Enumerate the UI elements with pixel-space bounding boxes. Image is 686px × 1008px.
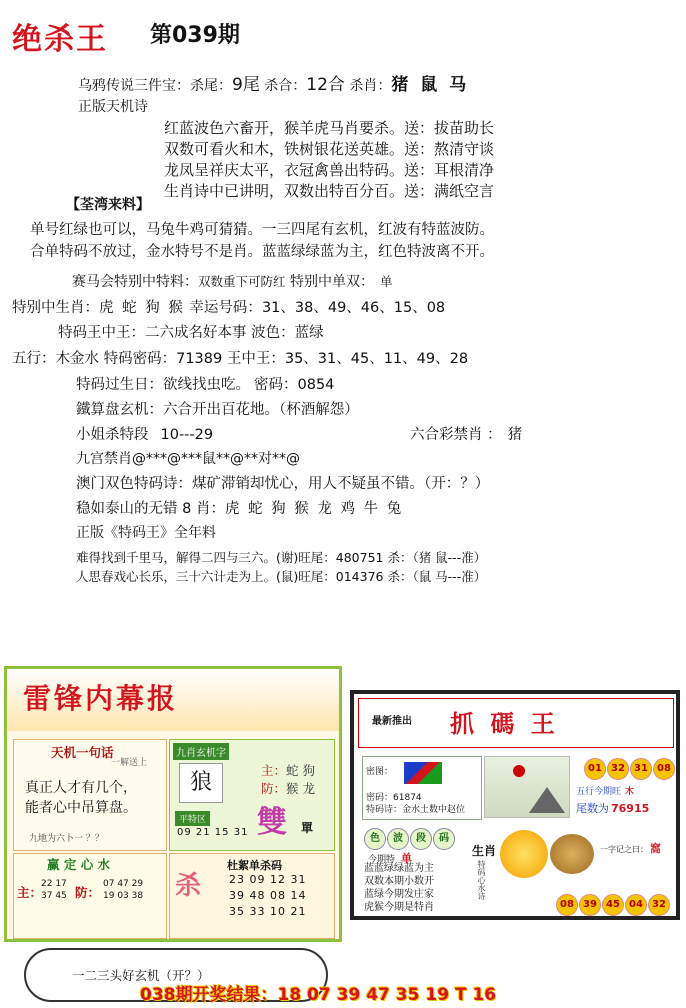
ball: 08 [556, 894, 578, 916]
wuxing-value-z: 木 [625, 787, 635, 797]
weishu-row [576, 800, 649, 816]
tmw-row [58, 321, 324, 342]
wuxing-label-z: 五行今期旺 [576, 787, 622, 797]
zhuama-promo: 最新推出 [372, 716, 412, 727]
animal-image [550, 834, 594, 874]
poem-line: 生肖诗中已讲明，双数出特百分百。送：满纸空言 [164, 182, 495, 200]
mini-line: 九地为六卜一 ？？ [29, 834, 104, 844]
saima-label: 赛马会特别中特料： [72, 274, 198, 290]
dan-char: 單 [301, 821, 314, 835]
birthday-value: 欲线找虫吃。 [163, 377, 250, 393]
mima-value: 71389 [176, 351, 223, 367]
verse-line: 蓝蓝绿绿蓝为主 [364, 863, 434, 874]
mima-image [404, 762, 442, 784]
ban-label: 六合彩禁肖 ： [410, 427, 502, 443]
tmshi-value: 金水土数中赵位 [402, 805, 466, 815]
saying-1: 真正人才有几个， [25, 780, 137, 796]
wuxing-value: 木金水 [55, 351, 99, 367]
wuxing-label: 五行： [12, 351, 56, 367]
shengxiao-z: 生肖 [472, 844, 497, 858]
tmshi-label: 特码诗： [366, 805, 403, 815]
saima-value: 双数重下可防红 [198, 274, 286, 289]
macau-value: 煤矿滞销却忧心，用人不疑虽不错。（开：？） [192, 476, 490, 492]
xiao-label: 杀肖： [344, 78, 392, 94]
saying-2: 能者心中吊算盘。 [25, 800, 137, 816]
char-ball: 段 [410, 828, 432, 850]
lucky-value: 31、38、49、46、15、08 [261, 300, 446, 316]
crow-legend-line [78, 70, 469, 95]
small-line-2: 人思春戏心长乐，三十六计走为上。(鼠)旺尾：014376 杀：（鼠 马---准） [76, 569, 487, 584]
poem-title: 正版天机诗 [78, 99, 148, 115]
ban-row [410, 423, 522, 444]
verse-line: 双数本期小数开 [364, 876, 434, 887]
birthday-label: 特码过生日： [76, 377, 163, 393]
ball: 32 [607, 758, 629, 780]
yiju-label: 一字记之曰： [600, 845, 648, 854]
kill-tail: 9尾 [232, 75, 260, 95]
wuxing-row-z [576, 784, 634, 797]
saima-row [72, 271, 392, 291]
ball: 01 [584, 758, 606, 780]
cloud-text: 一二三头好玄机（开？） [72, 968, 210, 983]
miss-row [76, 423, 213, 444]
rider-icon [513, 765, 525, 777]
zhu2-label: 主： [17, 885, 43, 900]
taiwan-title: 【荃湾来料】 [66, 197, 150, 213]
tmx-label: 特码心水诗 [477, 860, 486, 900]
macau-label: 澳门双色特码诗： [76, 476, 192, 492]
bose-value: 蓝绿 [294, 325, 324, 341]
zhuama-panel [350, 690, 680, 920]
birthday-row [76, 373, 334, 394]
fang-label: 防： [261, 781, 287, 796]
shengxiao-label: 特别中生肖： [12, 300, 99, 316]
miss-value: 10---29 [160, 427, 214, 443]
char-ball: 码 [433, 828, 455, 850]
fang-value: 猴 龙 [286, 781, 315, 796]
zhu-row [261, 761, 315, 779]
balls-bottom [556, 892, 671, 916]
tmw-label: 特码王中王： [58, 325, 145, 341]
heji-label: 杀合： [259, 78, 307, 94]
draw-result: 038期开奖结果：18 07 39 47 35 19 T 16 [140, 985, 497, 1005]
fullyear-row: 正版《特码王》全年料 [76, 525, 216, 541]
wzw-value: 35、31、45、11、49、28 [284, 351, 469, 367]
taishan-row [76, 497, 403, 518]
brand-title: 绝杀王 [12, 22, 108, 57]
small-line-1: 难得找到千里马，解得二四与三六。(谢)旺尾：480751 杀：（猪 鼠---准） [76, 550, 487, 565]
zhu-label: 主： [261, 763, 287, 778]
danshuang-value: 单 [379, 274, 393, 289]
shengxiao-value: 虎 蛇 狗 猴 [99, 300, 185, 316]
taiwan-line: 单号红绿也可以，马兔牛鸡可猜猜。一三四尾有玄机，红波有特蓝波防。 [30, 222, 494, 238]
tianji-sub: 一解送上 [111, 758, 148, 768]
abacus-row [76, 398, 359, 419]
sun-image [500, 830, 548, 878]
ball: 39 [579, 894, 601, 916]
poem-line: 红蓝波色六畜开，猴羊虎马肖要杀。送：拔苗助长 [164, 119, 495, 137]
wuxin-label: 赢 定 心 水 [47, 857, 111, 872]
char-ball: 色 [364, 828, 386, 850]
verse-block [364, 862, 434, 914]
verse-line: 蓝绿今期发庄家 [364, 889, 434, 900]
weishu-label: 尾数为 [576, 802, 609, 815]
dujia-label: 杜絮单杀码 [227, 859, 282, 872]
tmshi-row [366, 802, 465, 815]
ball: 31 [630, 758, 652, 780]
poem-line: 龙凤呈祥庆太平，衣冠禽兽出特码。送：耳根清净 [164, 161, 495, 179]
shashu-char: 杀 [175, 871, 202, 901]
ball: 08 [653, 758, 675, 780]
tmw-value: 二六成名好本事 [145, 325, 247, 341]
taiwan-block [30, 219, 494, 263]
macau-row [76, 472, 489, 493]
dujia-row-1: 23 09 12 31 [229, 873, 307, 886]
balls-top [584, 756, 676, 780]
miss-label: 小姐杀特段 [76, 427, 149, 443]
mima-num: 61874 [393, 793, 422, 803]
taishan-value: 虎 蛇 狗 猴 龙 鸡 牛 兔 [224, 501, 404, 517]
grid-num-4: 19 03 38 [103, 891, 144, 901]
tianji-label: 天机一句话 [51, 745, 114, 760]
wzw-label: 王中王： [222, 351, 285, 367]
pw-value: 0854 [297, 377, 335, 393]
zhuama-title: 抓 碼 王 [450, 709, 559, 738]
ban-value: 猪 [507, 427, 523, 443]
abacus-label: 鐵算盘玄机： [76, 402, 163, 418]
grid-num-2: 07 47 29 [103, 879, 144, 889]
zhuzi-label: 九肖玄机字 [173, 743, 229, 760]
char-big: 狼 [179, 763, 223, 803]
jinqi-label: 今期特 [368, 855, 396, 865]
bose-label: 波色： [246, 325, 295, 341]
landscape-image [484, 756, 570, 818]
taiwan-line: 合单特码不放过，金水特号不是肖。蓝蓝绿绿蓝为主，红色特波离不开。 [30, 244, 494, 260]
mima-num-label: 密码： [366, 793, 394, 803]
zhu-value: 蛇 狗 [286, 763, 315, 778]
verse-line: 虎猴今期是特肖 [364, 902, 434, 913]
jiugong-row: 九宫禁肖@***@***鼠**@**对**@ [76, 451, 300, 467]
taishan-label: 稳如泰山的无错 8 肖： [76, 501, 225, 517]
pw-label: 密码： [254, 377, 298, 393]
ball: 04 [625, 894, 647, 916]
pingte-label: 平特区 [175, 811, 210, 826]
kill-sum: 12合 [306, 75, 345, 95]
chars-row [364, 826, 456, 850]
mountain-icon [529, 787, 565, 813]
shengxiao-row [12, 296, 445, 317]
jinqi-dan: 单 [401, 852, 413, 865]
wuxing-row [12, 347, 468, 368]
issue-number: 第039期 [150, 23, 240, 48]
fang2-label: 防： [75, 885, 101, 900]
grid-num-1: 22 17 [41, 879, 67, 889]
yiju-row [600, 840, 661, 856]
fang-row [261, 779, 315, 797]
ball: 45 [602, 894, 624, 916]
char-ball: 波 [387, 828, 409, 850]
pingte-value: 09 21 15 31 [177, 827, 249, 838]
dujia-row-3: 35 33 10 21 [229, 905, 307, 918]
lucky-label: 幸运号码： [184, 300, 262, 316]
danshuang-label: 特别中单双： [285, 274, 374, 290]
shuang-char: 雙 [257, 805, 287, 840]
kill-zodiac: 猪 鼠 马 [391, 75, 470, 95]
abacus-value: 六合开出百花地。（杯酒解怨） [163, 402, 359, 418]
leifeng-panel [4, 666, 342, 942]
poem-line: 双数可看火和木，铁树银花送英雄。送：熬清守谈 [164, 140, 495, 158]
grid-num-3: 37 45 [41, 891, 67, 901]
dujia-row-2: 39 48 08 14 [229, 889, 307, 902]
crow-label: 乌鸦传说三件宝：杀尾： [78, 78, 232, 94]
mima-label: 特码密码： [99, 351, 177, 367]
ball: 32 [648, 894, 670, 916]
weishu-value: 76915 [611, 802, 650, 815]
poem-block [164, 118, 494, 202]
mima-label: 密图： [366, 767, 394, 777]
yiju-value: 窩 [650, 842, 661, 855]
leifeng-title: 雷锋内幕报 [23, 682, 179, 715]
